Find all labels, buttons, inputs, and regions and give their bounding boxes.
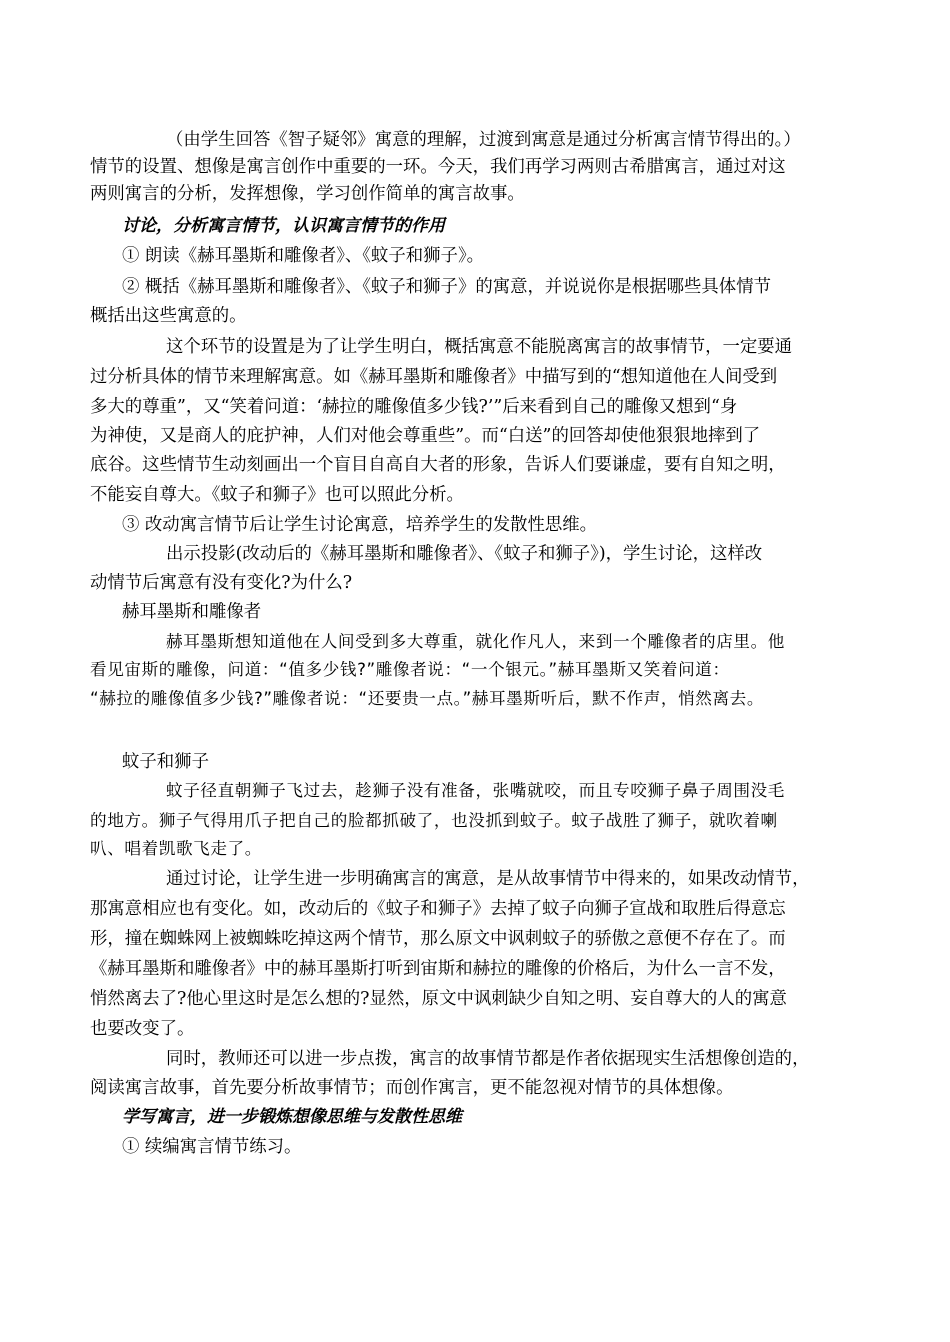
text-line: 情节的设置、想像是寓言创作中重要的一环。今天，我们再学习两则古希腊寓言，通过对这: [90, 157, 786, 177]
text-line: 阅读寓言故事，首先要分析故事情节；而创作寓言，更不能忽视对情节的具体想像。: [90, 1078, 734, 1098]
text-line: 这个环节的设置是为了让学生明白，概括寓意不能脱离寓言的故事情节，一定要通: [166, 337, 793, 357]
text-line: 底谷。这些情节生动刻画出一个盲目自高自大者的形象，告诉人们要谦虚，要有自知之明，: [90, 455, 786, 475]
fable-text-line: 看见宙斯的雕像，问道：“值多少钱?”雕像者说：“一个银元。”赫耳墨斯又笑着问道：: [90, 660, 730, 679]
text-line: ② 概括《赫耳墨斯和雕像者》、《蚊子和狮子》的寓意，并说说你是根据哪些具体情节: [122, 277, 771, 297]
text-line: 动情节后寓意有没有变化?为什么?: [90, 573, 353, 593]
text-line: 概括出这些寓意的。: [90, 306, 247, 326]
text-line: 为神使，又是商人的庇护神，人们对他会尊重些”。而“白送”的回答却使他狠狠地摔到了: [90, 426, 761, 446]
text-line: 那寓意相应也有变化。如，改动后的《蚊子和狮子》去掉了蚊子向狮子宣战和取胜后得意忘: [90, 899, 786, 919]
text-line: 过分析具体的情节来理解寓意。如《赫耳墨斯和雕像者》中描写到的“想知道他在人间受到: [90, 367, 778, 387]
text-line: 同时，教师还可以进一步点拨，寓言的故事情节都是作者依据现实生活想像创造的，: [166, 1049, 810, 1069]
text-line: 也要改变了。: [90, 1019, 195, 1039]
fable-text-line: “赫拉的雕像值多少钱?”雕像者说：“还要贵一点。”赫耳墨斯听后，默不作声，悄然离去。: [90, 689, 765, 708]
fable-title: 赫耳墨斯和雕像者: [122, 602, 262, 622]
fable-title: 蚊子和狮子: [122, 752, 209, 772]
fable-text-line: 赫耳墨斯想知道他在人间受到多大尊重，就化作凡人，来到一个雕像者的店里。他: [166, 632, 785, 651]
text-line: 通过讨论，让学生进一步明确寓言的寓意，是从故事情节中得来的，如果改动情节，: [166, 869, 810, 889]
text-line: 《赫耳墨斯和雕像者》中的赫耳墨斯打听到宙斯和赫拉的雕像的价格后，为什么一言不发，: [90, 959, 786, 979]
fable-text-line: 蚊子径直朝狮子飞过去，趁狮子没有准备，张嘴就咬，而且专咬狮子鼻子周围没毛: [166, 781, 785, 800]
fable-text-line: 叭、唱着凯歌飞走了。: [90, 839, 262, 858]
text-line: 出示投影(改动后的《赫耳墨斯和雕像者》、《蚊子和狮子》)，学生讨论，这样改: [166, 544, 763, 564]
fable-text-line: 的地方。狮子气得用爪子把自己的脸都抓破了，也没抓到蚊子。蚊子战胜了狮子，就吹着喇: [90, 811, 778, 830]
text-line: ① 续编寓言情节练习。: [122, 1137, 302, 1157]
text-line: ③ 改动寓言情节后让学生讨论寓意，培养学生的发散性思维。: [122, 515, 598, 535]
text-line: 多大的尊重”，又“笑着问道：‘赫拉的雕像值多少钱?’”后来看到自己的雕像又想到“身: [90, 397, 738, 417]
text-line: （由学生回答《智子疑邻》寓意的理解，过渡到寓意是通过分析寓言情节得出的。）: [166, 130, 801, 150]
section-heading: 学写寓言，进一步锻炼想像思维与发散性思维: [122, 1107, 462, 1127]
text-line: ① 朗读《赫耳墨斯和雕像者》、《蚊子和狮子》。: [122, 246, 485, 266]
text-line: 悄然离去了?他心里这时是怎么想的?显然，原文中讽刺缺少自知之明、妄自尊大的人的寓意: [90, 989, 787, 1009]
text-line: 形，撞在蜘蛛网上被蜘蛛吃掉这两个情节，那么原文中讽刺蚊子的骄傲之意便不存在了。而: [90, 929, 786, 949]
section-heading: 讨论，分析寓言情节，认识寓言情节的作用: [122, 216, 445, 236]
text-line: 不能妄自尊大。《蚊子和狮子》也可以照此分析。: [90, 485, 464, 505]
text-line: 两则寓言的分析，发挥想像，学习创作简单的寓言故事。: [90, 184, 525, 204]
